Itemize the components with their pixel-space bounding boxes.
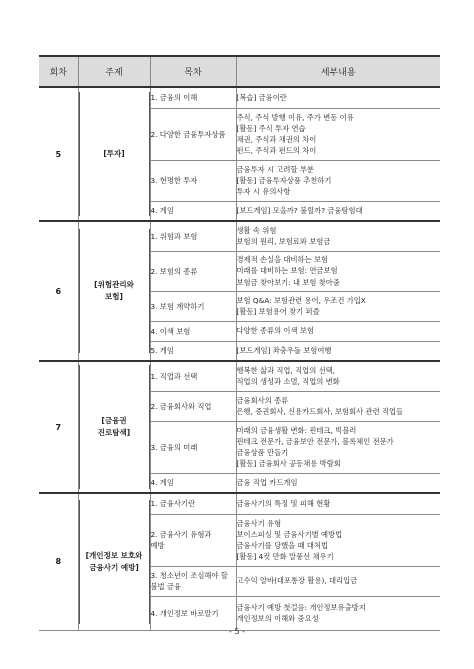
session-number: 6	[39, 221, 78, 361]
lesson-detail: 금융 직업 카드게임	[236, 473, 440, 493]
table-row	[39, 493, 440, 514]
session-number: 7	[39, 361, 78, 493]
header-detail: 세부내용	[236, 56, 440, 87]
lesson-title: 4. 개인정보 바로알기	[150, 596, 236, 630]
lesson-title: 1. 금융사기란	[150, 493, 236, 514]
page-number: - 5 -	[229, 627, 245, 636]
lesson-detail: [복습] 금융이란	[236, 87, 440, 108]
header-lesson: 목차	[150, 56, 236, 87]
lesson-detail: [보드게임] 모을까? 불릴까? 금융탐험대	[236, 201, 440, 221]
header-session: 회차	[39, 56, 78, 87]
lesson-title: 5. 게임	[150, 341, 236, 361]
lesson-title: 3. 보험 계약하기	[150, 291, 236, 321]
session-number: 8	[39, 493, 78, 630]
lesson-detail: 경제적 손실을 대비하는 보험 미래를 대비하는 보험: 연금보험 보험금 찾아보기: 내 보험 찾아줌	[236, 251, 440, 291]
lesson-detail: 금융회사의 종류 은행, 증권회사, 신용카드회사, 보험회사 관련 직업들	[236, 391, 440, 421]
lesson-detail: 생활 속 위험 보험의 원리, 보험료와 보험금	[236, 221, 440, 251]
session-number: 5	[39, 87, 78, 221]
lesson-title: 1. 금융의 이해	[150, 87, 236, 108]
session-topic: [위험관리와 보험]	[79, 229, 150, 353]
lesson-detail: 행복한 삶과 직업, 직업의 선택, 직업의 생성과 소멸, 직업의 변화	[236, 361, 440, 391]
header-topic: 주제	[78, 56, 150, 87]
session-topic-cell	[78, 493, 150, 630]
table-header-row	[39, 56, 440, 87]
lesson-title: 3. 금융의 미래	[150, 421, 236, 473]
lesson-detail: [보드게임] 좌충우돌 보험여행	[236, 341, 440, 361]
lesson-title: 3. 현명한 투자	[150, 160, 236, 201]
lesson-detail: 금융투자 시 고려할 부분 [활동] 금융투자상품 추천하기 투자 시 유의사항	[236, 160, 440, 201]
lesson-detail: 금융사기의 특징 및 피해 현황	[236, 493, 440, 514]
lesson-detail: 고수익 알바(대포통장 활용), 대리입금	[236, 566, 440, 596]
lesson-title: 2. 금융회사와 직업	[150, 391, 236, 421]
session-topic: [금융권 진로탐색]	[79, 365, 150, 489]
lesson-title: 1. 직업과 선택	[150, 361, 236, 391]
lesson-title: 4. 이색 보험	[150, 321, 236, 341]
table-row	[39, 221, 440, 251]
lesson-title: 2. 보험의 종류	[150, 251, 236, 291]
session-topic-cell	[78, 87, 150, 221]
lesson-title: 1. 위험과 보험	[150, 221, 236, 251]
lesson-title: 4. 게임	[150, 473, 236, 493]
session-topic-cell	[78, 361, 150, 493]
lesson-title: 4. 게임	[150, 201, 236, 221]
lesson-detail: 금융사기 유형 보이스피싱 및 금융사기별 예방법 금융사기를 당했을 때 대처법 [활동] 4컷 만화 말풍선 채우기	[236, 514, 440, 566]
lesson-detail: 보험 Q&A: 보험관련 용어, 우조건 가입X [활동] 보험용어 찾기 퍼즐	[236, 291, 440, 321]
session-topic-cell	[78, 221, 150, 361]
session-topic: [개인정보 보호와 금융사기 예방]	[79, 500, 150, 624]
lesson-detail: 주식, 주식 발행 이유, 주가 변동 이유 [활동] 주식 투자 연습 채권, 주식과 채권의 차이 펀드, 주식과 펀드의 차이	[236, 108, 440, 160]
lesson-detail: 금융사기 예방 첫걸음: 개인정보유출방지 개인정보의 이해와 중요성	[236, 596, 440, 630]
lesson-title: 2. 다양한 금융투자상품	[150, 108, 236, 160]
table-row	[39, 361, 440, 391]
lesson-title: 2. 금융사기 유형과 예방	[150, 514, 236, 566]
lesson-title: 3. 청소년이 조심해야 할 불법 금융	[150, 566, 236, 596]
session-topic: [투자]	[79, 92, 150, 216]
lesson-detail: 다양한 종류의 이색 보험	[236, 321, 440, 341]
lesson-detail: 미래의 금융생활 변화: 핀테크, 빅블러 핀테크 전문가, 금융보안 전문가, 블록체인 전문가 금융상품 만들기 [활동] 금융회사 공동채용 박람회	[236, 421, 440, 473]
curriculum-table	[39, 55, 440, 631]
table-row	[39, 87, 440, 108]
